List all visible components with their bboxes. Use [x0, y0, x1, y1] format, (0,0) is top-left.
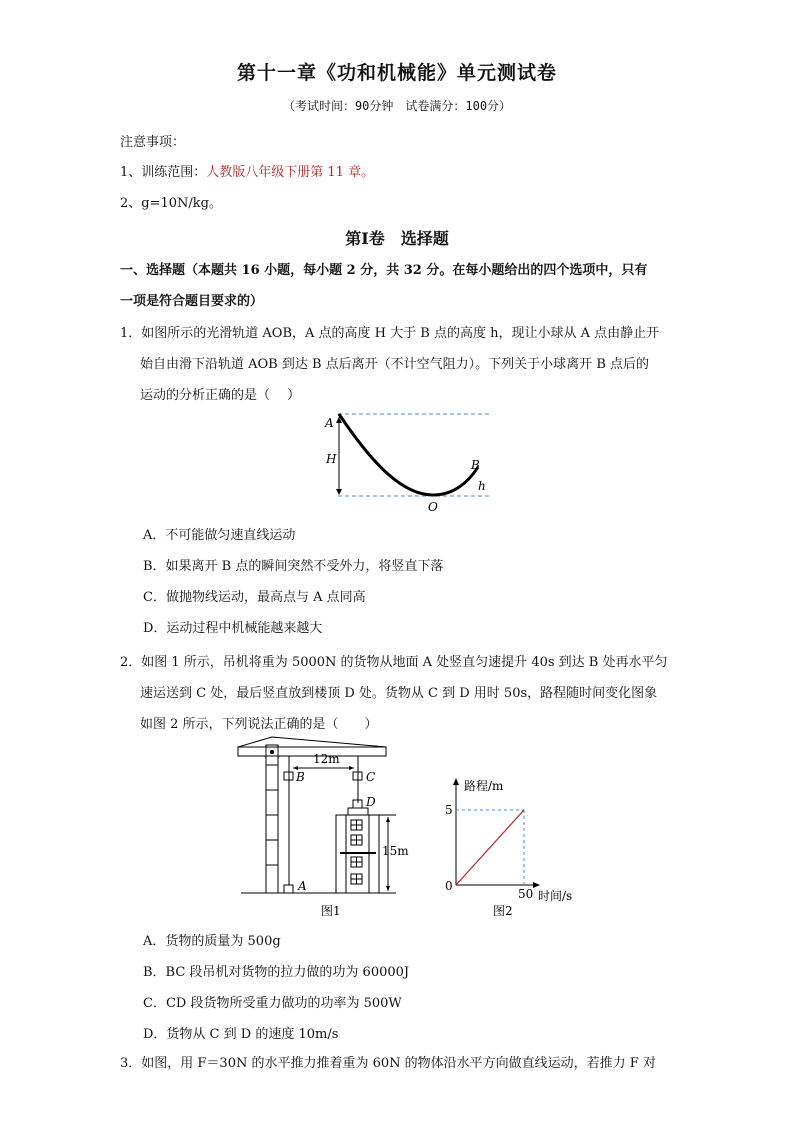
- notes-item-2: 2、g=10N/kg。: [120, 196, 222, 211]
- distance-line: [456, 810, 524, 885]
- q1-line-3: 运动的分析正确的是（ ）: [140, 388, 301, 403]
- question-1: [120, 318, 680, 411]
- q2-distance-time-chart: [440, 770, 590, 920]
- x-axis-label: 时间/s: [538, 889, 573, 903]
- q1-option-a: A．不可能做匀速直线运动: [143, 528, 296, 543]
- figure-2-caption: 图2: [493, 904, 513, 918]
- crane-tower: [266, 745, 278, 893]
- arrow-right-icon: [349, 766, 354, 770]
- notes-item-1: [120, 161, 374, 180]
- crane-jib: [238, 747, 386, 756]
- y-tick-5: 5: [445, 803, 453, 817]
- q2-line-2: 速运送到 C 处，最后竖直放到楼顶 D 处。货物从 C 到 D 用时 50s，路程随时间变化图象: [140, 686, 658, 701]
- y-axis-arrow-icon: [453, 778, 459, 785]
- distance-label: 12m: [313, 752, 340, 766]
- q3-line-1: 3．如图，用 F＝30N 的水平推力推着重为 60N 的物体沿水平方向做直线运动，若推力 F 对: [120, 1056, 656, 1071]
- part1-line-1: 一、选择题（本题共 16 小题，每小题 2 分，共 32 分。在每小题给出的四个选项中，只有: [120, 263, 648, 278]
- arrow-down-icon: [336, 489, 342, 495]
- label-A: A: [298, 879, 307, 893]
- q1-option-c: C．做抛物线运动，最高点与 A 点同高: [143, 590, 366, 605]
- q1-option-b: B．如果离开 B 点的瞬间突然不受外力，将竖直下落: [143, 559, 444, 574]
- question-2: [120, 647, 680, 740]
- y-axis-label: 路程/m: [464, 779, 504, 793]
- q2-crane-figure: [236, 735, 416, 920]
- q2-line-3: 如图 2 所示，下列说法正确的是（ ）: [140, 717, 378, 732]
- label-C: C: [366, 770, 376, 784]
- exam-info: （考试时间：90分钟 试卷满分：100分）: [282, 99, 512, 113]
- arrow-down-icon: [386, 886, 390, 891]
- notes-item-1-prefix: 1、训练范围：: [120, 165, 207, 180]
- q2-line-1: 2．如图 1 所示，吊机将重为 5000N 的货物从地面 A 处竖直匀速提升 40s 到达 B 处再水平匀: [120, 655, 668, 670]
- q2-option-a: A．货物的质量为 500g: [143, 934, 281, 949]
- question-3: [120, 1048, 680, 1079]
- arrow-up-icon: [386, 817, 390, 822]
- label-A: A: [325, 416, 334, 430]
- roof-base: [348, 808, 368, 815]
- label-B: B: [471, 458, 480, 472]
- q1-track-figure: [318, 405, 498, 515]
- origin-label: 0: [445, 879, 453, 893]
- section-title: 第Ⅰ卷 选择题: [345, 229, 449, 248]
- part1-line-2: 一项是符合题目要求的）: [120, 294, 264, 309]
- x-axis-arrow-icon: [533, 882, 540, 888]
- crane-top: [238, 737, 386, 747]
- q2-option-d: D．货物从 C 到 D 的速度 10m/s: [143, 1027, 339, 1042]
- label-h: h: [478, 479, 486, 493]
- track-curve: [339, 414, 478, 495]
- cargo-a: [284, 885, 293, 893]
- notes-item-1-scope: 人教版八年级下册第 11 章。: [206, 165, 375, 180]
- part1-instructions: [120, 255, 680, 317]
- label-O: O: [428, 500, 438, 514]
- page-title: 第十一章《功和机械能》单元测试卷: [236, 62, 557, 84]
- q2-option-b: B．BC 段吊机对货物的拉力做的功为 60000J: [143, 965, 410, 980]
- q1-line-1: 1．如图所示的光滑轨道 AOB，A 点的高度 H 大于 B 点的高度 h，现让小球从 A 点由静止开: [120, 326, 660, 341]
- label-B: B: [296, 770, 305, 784]
- label-H: H: [326, 452, 337, 466]
- q1-option-d: D．运动过程中机械能越来越大: [143, 621, 323, 636]
- q1-line-2: 始自由滑下沿轨道 AOB 到达 B 点后离开（不计空气阻力）。下列关于小球离开 B 点后的: [140, 357, 649, 372]
- q2-option-c: C．CD 段货物所受重力做功的功率为 500W: [143, 996, 402, 1011]
- pivot-dot: [270, 750, 274, 754]
- height-label: 15m: [382, 844, 409, 858]
- notes-heading: 注意事项：: [120, 135, 186, 150]
- label-D: D: [366, 795, 376, 809]
- figure-1-caption: 图1: [321, 904, 341, 918]
- x-tick-50: 50: [518, 887, 534, 901]
